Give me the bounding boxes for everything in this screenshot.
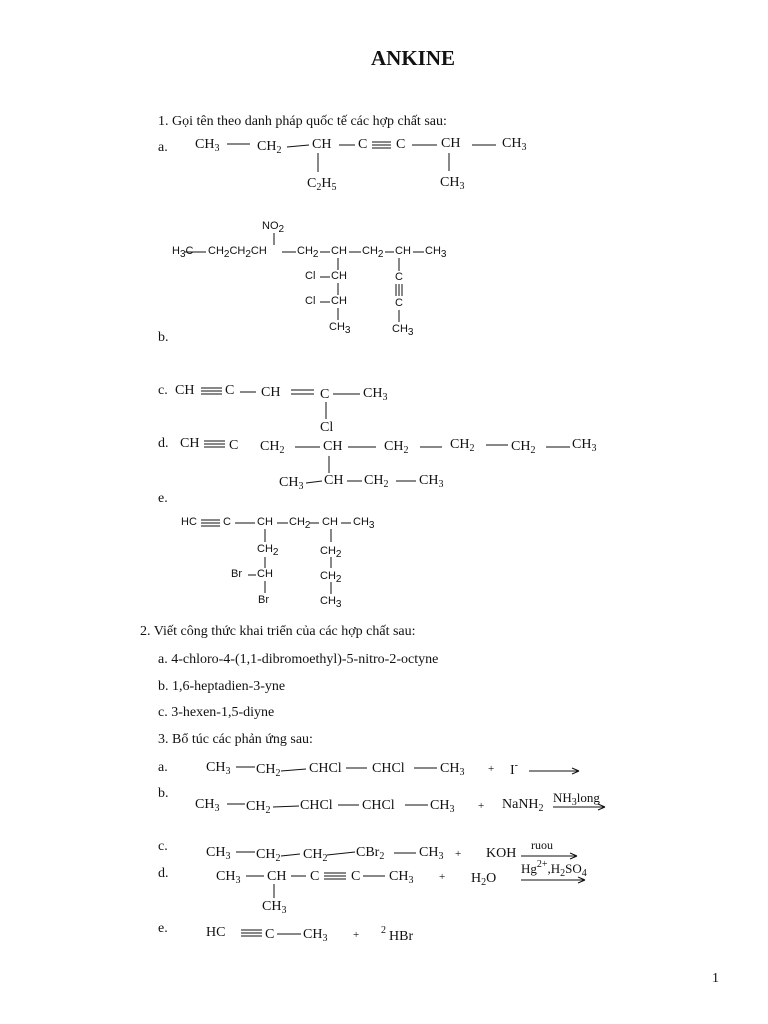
q1e-branch-atom: CH2	[257, 543, 279, 558]
q1b-atom: CH2	[297, 245, 319, 260]
q3c-term: $CH_2$	[303, 847, 328, 864]
q1b-atom: H3C	[172, 245, 194, 260]
q1c-atom: CH	[261, 385, 281, 400]
q1b-nitro-group: NO2	[262, 220, 285, 235]
q1d-atom: $CH_3$	[572, 437, 597, 454]
question-3-heading: 3. Bổ túc các phản ứng sau:	[158, 732, 313, 747]
q3e-coefficient: 2	[381, 925, 386, 936]
q3c-term: CBr$_2$	[356, 845, 385, 862]
q3b-term: CHCl	[300, 798, 333, 813]
q3e-term: HC	[206, 925, 226, 940]
q1e-bromo: Br	[258, 594, 269, 606]
q1b-atom: CH2CH2CH	[208, 245, 267, 260]
q1c-atom: CH	[175, 383, 195, 398]
q1e-atom: CH	[322, 516, 338, 528]
q1a-atom: C	[358, 137, 368, 152]
q1b-atom: CH3	[425, 245, 447, 260]
q1a-methyl-branch: $CH_3$	[440, 175, 465, 192]
q3d-methyl-branch: $CH_3$	[262, 899, 287, 916]
q3b-label: b.	[158, 786, 169, 801]
q1b-atom: CH2	[362, 245, 384, 260]
q3c-label: c.	[158, 839, 168, 854]
q3a-reagent: I-	[510, 760, 519, 778]
q3a-term: $CH_3$	[440, 761, 465, 778]
q3e-term: $CH_3$	[303, 927, 328, 944]
q3a-term: CHCl	[372, 761, 405, 776]
q2-item: b. 1,6-heptadien-3-yne	[158, 679, 286, 694]
q3b-term: $CH_3$	[430, 798, 455, 815]
q1d-atom: $CH_2$	[384, 439, 409, 456]
q2-item: c. 3-hexen-1,5-diyne	[158, 705, 275, 720]
q3d-plus: +	[439, 871, 446, 883]
q1e-atom: CH2	[289, 516, 311, 531]
q3a-term: CHCl	[309, 761, 342, 776]
q3d-term: $CH_3$	[216, 869, 241, 886]
question-1-heading: 1. Gọi tên theo danh pháp quốc tế các hợp chất sau:	[158, 114, 447, 129]
q1d-branch-atom: $CH_3$	[419, 473, 444, 490]
q1c-atom: C	[225, 383, 235, 398]
q1d-atom: $CH_2$	[511, 439, 536, 456]
q1b-chloro: Cl	[305, 295, 316, 307]
q1d-branch-atom: CH	[324, 473, 344, 488]
q1e-atom: C	[223, 516, 231, 528]
page-number: 1	[712, 971, 719, 986]
q1e-branch-atom: CH3	[320, 595, 342, 610]
q1d-atom: $CH_2$	[450, 437, 475, 454]
q3e-reagent: HBr	[389, 929, 414, 944]
q3b-reagent: NaNH$_2$	[502, 797, 544, 814]
q1a-label: a.	[158, 140, 168, 155]
q3c-plus: +	[455, 848, 462, 860]
q1d-atom: $CH_2$	[260, 439, 285, 456]
q2-item: a. 4-chloro-4-(1,1-dibromoethyl)-5-nitro-2-octyne	[158, 652, 439, 667]
q1d-label: d.	[158, 436, 169, 451]
q1b-atom: CH3	[329, 321, 351, 336]
q1b-chloro: Cl	[305, 270, 316, 282]
q1b-atom: C	[395, 271, 403, 283]
q1a-atom: $CH_3$	[195, 137, 220, 154]
q1d-atom: CH	[180, 436, 200, 451]
q3d-term: C	[310, 869, 320, 884]
q1b-atom: CH	[395, 245, 411, 257]
q1a-atom: C	[396, 137, 406, 152]
q1e-branch-atom: CH2	[320, 545, 342, 560]
q1b-atom: CH	[331, 295, 347, 307]
q1e-bromo: Br	[231, 568, 242, 580]
q3a-term: $CH_3$	[206, 760, 231, 777]
q1c-chloro: Cl	[320, 420, 334, 435]
q1e-atom: HC	[181, 516, 197, 528]
q3c-term: $CH_3$	[419, 845, 444, 862]
q1a-atom: $CH_3$	[502, 136, 527, 153]
q3d-condition: $Hg^{2+},H_2SO_4$	[521, 859, 587, 879]
q3b-plus: +	[478, 800, 485, 812]
q3b-term: $CH_2$	[246, 799, 271, 816]
q3b-term: $CH_3$	[195, 797, 220, 814]
q1e-branch-atom: CH2	[320, 570, 342, 585]
q1d-branch-atom: $CH_2$	[364, 473, 389, 490]
q1b-atom: CH	[331, 245, 347, 257]
q1b-label: b.	[158, 330, 169, 345]
q3e-label: e.	[158, 921, 168, 936]
q1e-atom: CH3	[353, 516, 375, 531]
q1d-branch-atom: $CH_3$	[279, 475, 304, 492]
q1c-atom: C	[320, 387, 330, 402]
q1d-atom: C	[229, 438, 239, 453]
q3d-label: d.	[158, 866, 169, 881]
page-title: ANKINE	[371, 46, 456, 70]
q3c-reagent: KOH	[486, 846, 517, 861]
q3c-term: $CH_3$	[206, 845, 231, 862]
q3e-term: C	[265, 927, 275, 942]
q1e-branch-atom: CH	[257, 568, 273, 580]
q3e-plus: +	[353, 929, 360, 941]
q1b-atom: CH	[331, 270, 347, 282]
q1a-atom: $CH_2$	[257, 139, 282, 156]
q3d-term: CH	[267, 869, 287, 884]
q3b-term: CHCl	[362, 798, 395, 813]
q1a-atom: CH	[312, 137, 332, 152]
q1c-atom: $CH_3$	[363, 386, 388, 403]
q3a-term: $CH_2$	[256, 762, 281, 779]
q1d-atom: CH	[323, 439, 343, 454]
q3d-reagent: $H_2O$	[471, 871, 497, 888]
q1b-atom: C	[395, 297, 403, 309]
q3b-condition: $NH_3long$	[553, 790, 600, 808]
q3c-term: $CH_2$	[256, 847, 281, 864]
q1e-label: e.	[158, 491, 168, 506]
q3a-plus: +	[488, 763, 495, 775]
q1c-label: c.	[158, 383, 168, 398]
q3d-term: C	[351, 869, 361, 884]
q3a-label: a.	[158, 760, 168, 775]
q1b-atom: CH3	[392, 323, 414, 338]
q3c-condition: ruou	[531, 838, 553, 852]
q1e-atom: CH	[257, 516, 273, 528]
q3d-term: $CH_3$	[389, 869, 414, 886]
q1a-atom: CH	[441, 136, 461, 151]
question-2-heading: 2. Viết công thức khai triển của các hợp chất sau:	[140, 624, 416, 639]
q1a-ethyl-branch: $C_2H_5$	[307, 176, 337, 193]
